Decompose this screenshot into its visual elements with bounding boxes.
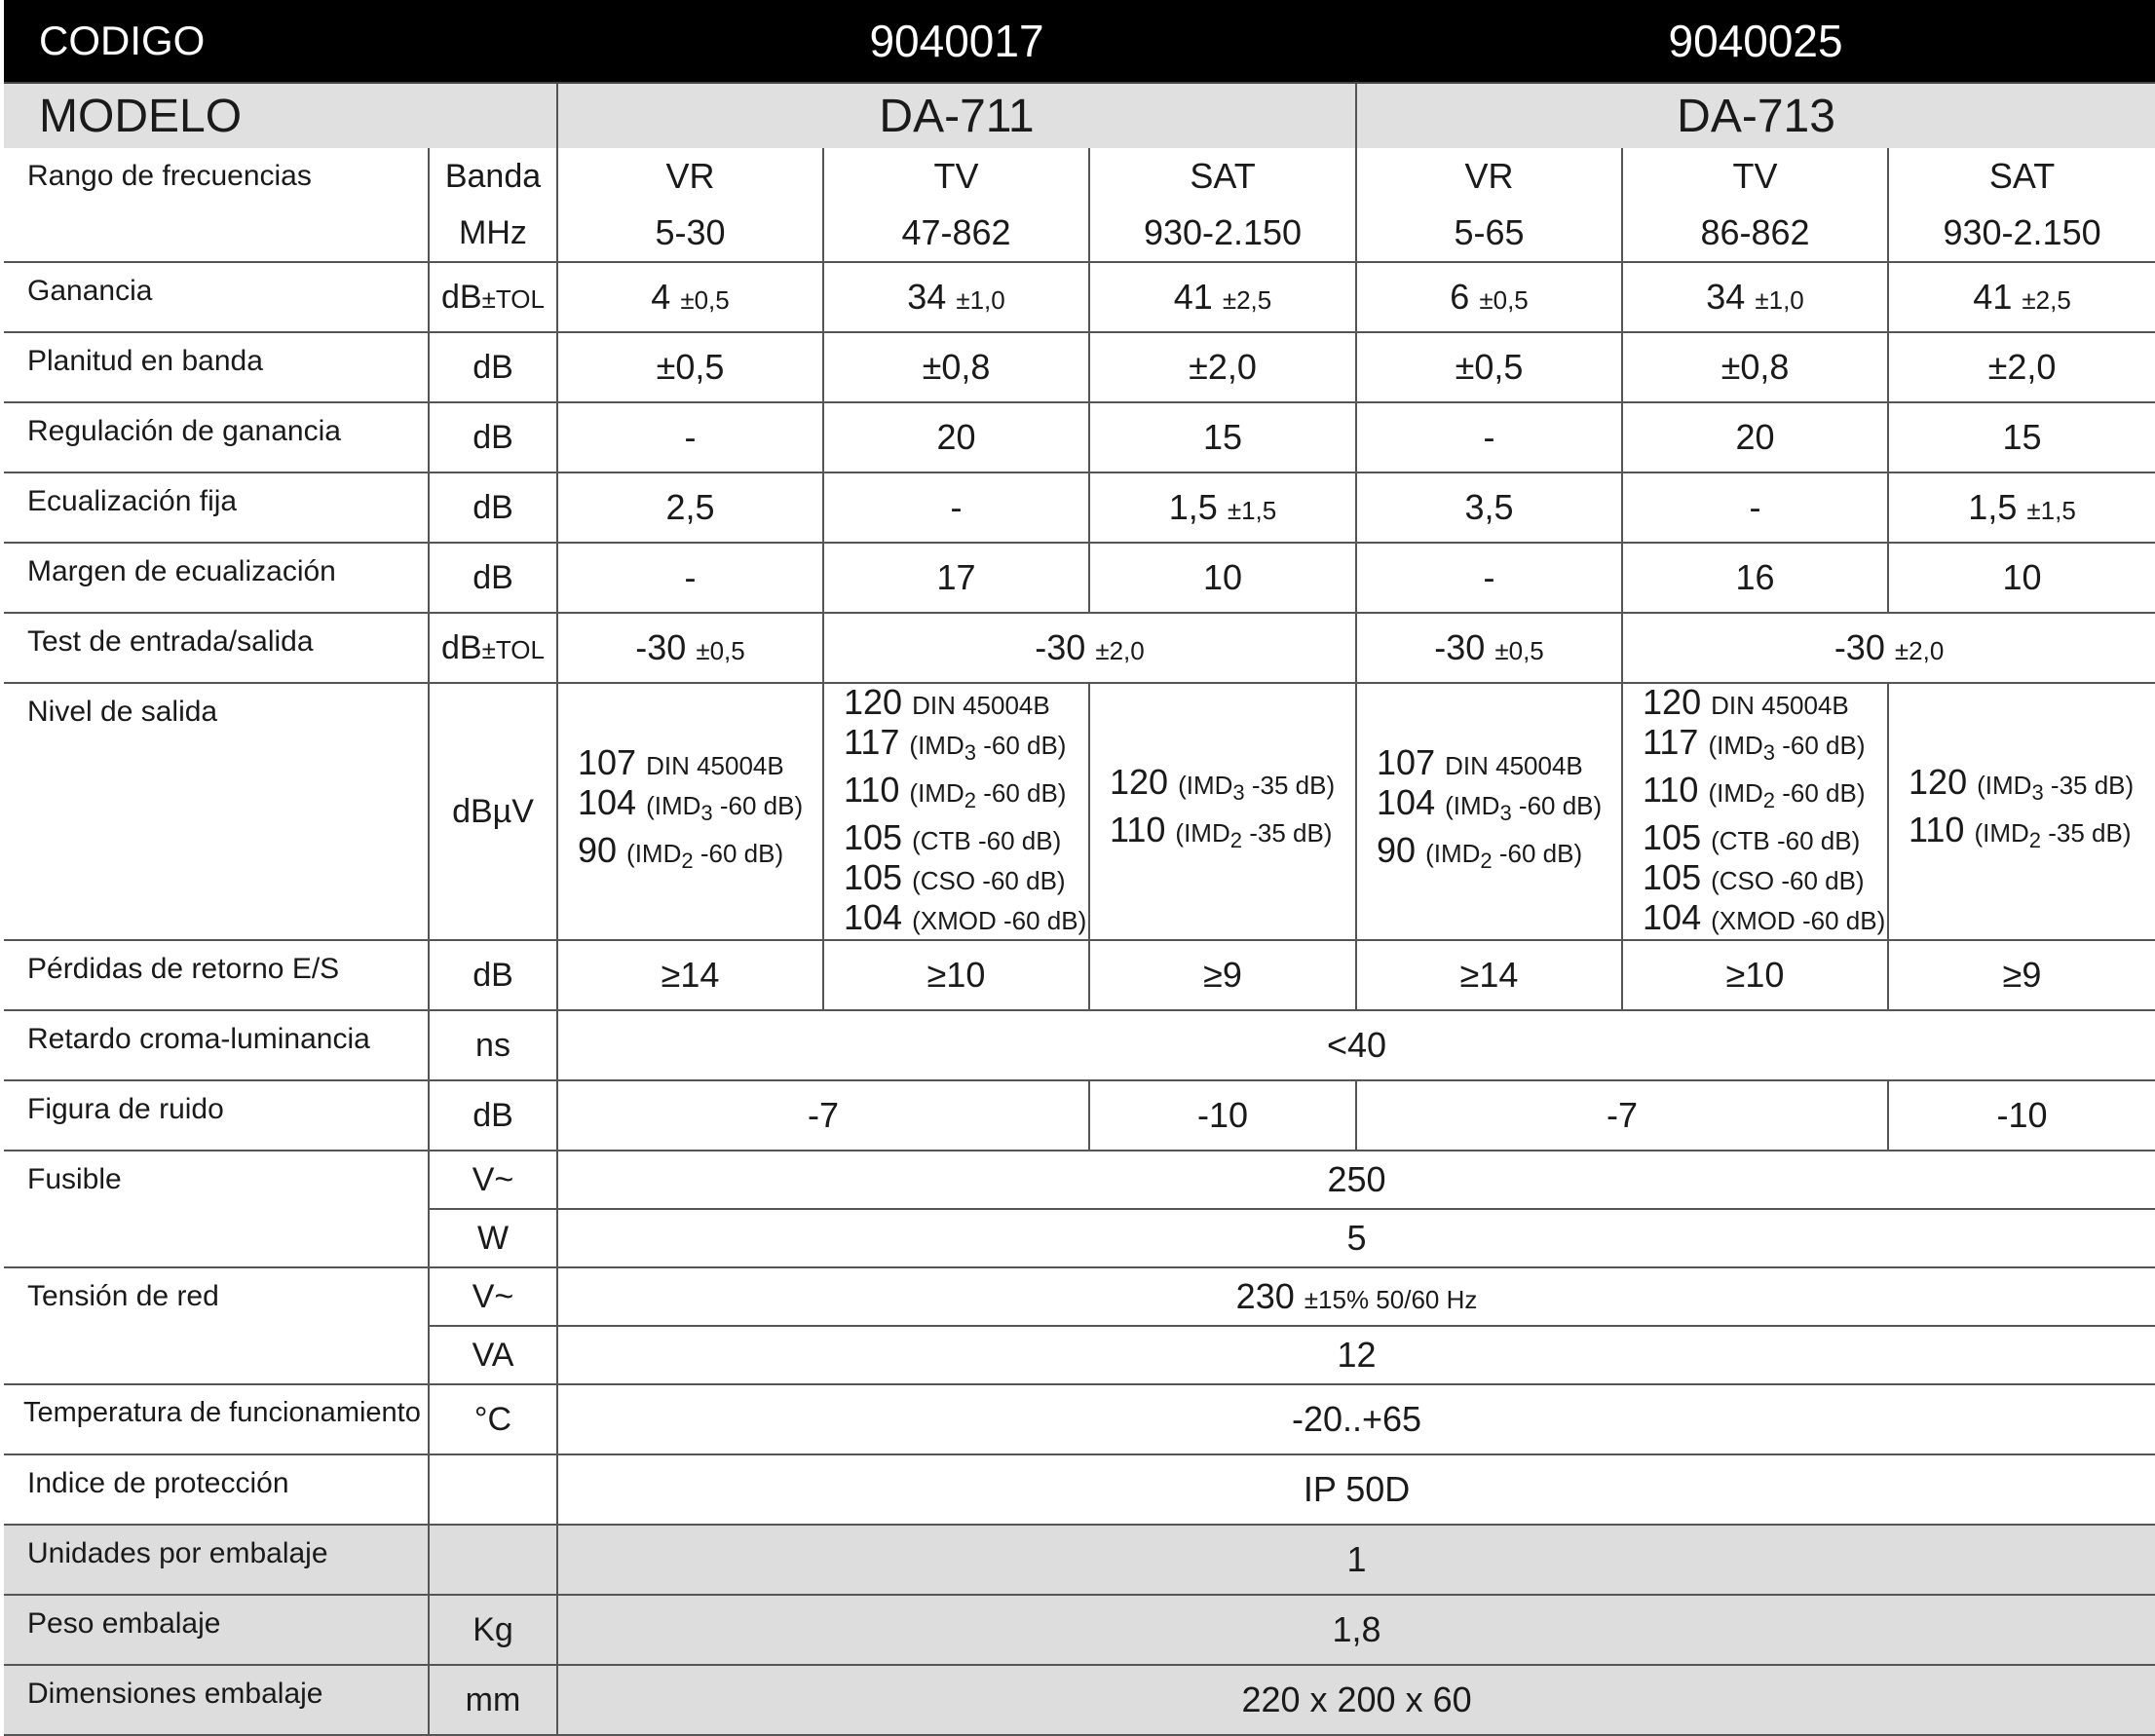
- row-label: Test de entrada/salida: [4, 613, 429, 683]
- level-condition: ($IMD_2$ -60 dB): [1708, 778, 1866, 813]
- tol-text: ±0,5: [696, 636, 745, 665]
- level-value: 120: [1110, 762, 1179, 802]
- level-condition: ($IMD_2$ -60 dB): [909, 778, 1067, 813]
- value-text: 6: [1450, 277, 1470, 317]
- tol-text: ±2,5: [2022, 285, 2071, 315]
- model-da713: DA-713: [1356, 83, 2155, 148]
- level-condition: DIN 45004B: [646, 750, 784, 780]
- value-text: 34: [1706, 277, 1746, 317]
- value-cell: ±2,0: [1089, 332, 1356, 402]
- level-condition: ($IMD_3$ -60 dB): [909, 731, 1067, 766]
- level-value: 117: [1643, 722, 1709, 762]
- value-cell: -10: [1089, 1080, 1356, 1151]
- value-cell: 930-2.150: [1089, 205, 1356, 262]
- level-value: 120: [1909, 762, 1978, 802]
- row-perdidas: [4, 940, 2155, 1010]
- value-cell: [557, 613, 823, 683]
- value-cell: [1888, 262, 2155, 332]
- tol-text: ±1,5: [2026, 496, 2076, 525]
- value-cell: [1622, 472, 1888, 543]
- level-condition: ($IMD_2$ -60 dB): [626, 838, 784, 873]
- level-subscript: 2: [1229, 828, 1242, 853]
- code-label: CODIGO: [4, 0, 557, 83]
- row-nivel: [4, 683, 2155, 940]
- model-label: MODELO: [4, 83, 557, 148]
- level-condition: ($IMD_3$ -35 dB): [1977, 771, 2135, 806]
- value-cell: [1356, 472, 1622, 543]
- level-line: [1643, 859, 1887, 899]
- level-line: [1643, 772, 1887, 819]
- value-text: 230: [1235, 1276, 1295, 1317]
- unit-cell: [429, 262, 557, 332]
- value-cell: [1888, 472, 2155, 543]
- level-value: 110: [1110, 810, 1176, 850]
- level-cell-sat: [1089, 683, 1356, 940]
- level-subscript: 2: [1762, 788, 1776, 813]
- tol-text: ±0,5: [1479, 285, 1529, 315]
- model-row: [4, 83, 2155, 148]
- unit-tol: ±TOL: [481, 634, 545, 664]
- value-cell: ±2,0: [1888, 332, 2155, 402]
- value-cell: 220 x 200 x 60: [557, 1665, 2155, 1735]
- level-condition: DIN 45004B: [1711, 691, 1849, 720]
- level-condition: DIN 45004B: [912, 691, 1050, 720]
- tol-text: ±1,5: [1227, 496, 1277, 525]
- level-cell-vr: [557, 683, 823, 940]
- value-cell: ≥9: [1888, 940, 2155, 1010]
- unit-tol: ±TOL: [481, 283, 545, 314]
- row-label: Peso embalaje: [4, 1595, 429, 1665]
- tol-text: ±0,5: [680, 285, 730, 315]
- level-value: 104: [844, 897, 913, 938]
- value-text: 3,5: [1464, 487, 1514, 527]
- code-row: [4, 0, 2155, 83]
- unit-cell: dB: [429, 472, 557, 543]
- tol-text: ±2,5: [1222, 285, 1272, 315]
- level-condition: ($IMD_3$ -60 dB): [1445, 790, 1603, 825]
- unit-cell: W: [429, 1209, 557, 1267]
- unit-cell: ns: [429, 1010, 557, 1080]
- value-text: 41: [1173, 277, 1213, 317]
- row-ganancia: [4, 262, 2155, 332]
- row-label: Ganancia: [4, 262, 429, 332]
- unit-cell: dB: [429, 1080, 557, 1151]
- value-cell: -: [557, 402, 823, 472]
- value-cell: [1089, 472, 1356, 543]
- level-subscript: 3: [700, 800, 713, 825]
- value-cell: ≥9: [1089, 940, 1356, 1010]
- unit-cell: MHz: [429, 205, 557, 262]
- unit-cell: dB: [429, 543, 557, 613]
- value-cell: [1089, 262, 1356, 332]
- level-line: [1909, 811, 2155, 859]
- level-value: 117: [844, 722, 910, 762]
- level-value: 110: [1643, 770, 1709, 811]
- value-cell: 1,8: [557, 1595, 2155, 1665]
- unit-cell: dBµV: [429, 683, 557, 940]
- value-cell: [823, 472, 1089, 543]
- value-text: -30: [1434, 627, 1486, 667]
- level-subscript: 2: [681, 848, 694, 873]
- row-regulacion: [4, 402, 2155, 472]
- unit-cell: Banda: [429, 148, 557, 205]
- value-cell: 47-862: [823, 205, 1089, 262]
- row-label: Rango de frecuencias: [4, 148, 429, 262]
- value-cell: ±0,8: [823, 332, 1089, 402]
- level-value: 110: [844, 770, 910, 811]
- value-text: 1,5: [1968, 487, 2018, 527]
- level-condition: ($IMD_2$ -35 dB): [1974, 818, 2132, 853]
- level-line: [1643, 724, 1887, 772]
- band-cell: SAT: [1888, 148, 2155, 205]
- value-text: -30: [1834, 627, 1885, 667]
- tol-text: ±1,0: [1755, 285, 1804, 315]
- level-value: 90: [1377, 829, 1426, 870]
- level-condition: ($IMD_3$ -60 dB): [646, 790, 804, 825]
- value-text: 1,5: [1168, 487, 1218, 527]
- level-line: [1643, 684, 1887, 724]
- value-cell: ±0,5: [1356, 332, 1622, 402]
- unit-cell: V~: [429, 1151, 557, 1209]
- row-label: Temperatura de funcionamiento: [4, 1384, 429, 1454]
- value-text: 2,5: [665, 487, 715, 527]
- level-line: [578, 781, 822, 832]
- level-subscript: 3: [1762, 740, 1776, 766]
- tol-text: ±1,0: [956, 285, 1005, 315]
- row-label: Indice de protección: [4, 1454, 429, 1525]
- unit-cell: mm: [429, 1665, 557, 1735]
- unit-cell: dB: [429, 940, 557, 1010]
- level-line: [844, 684, 1088, 724]
- level-line: [1377, 741, 1621, 784]
- unit-text: dB: [441, 278, 482, 316]
- row-rango-band: [4, 148, 2155, 205]
- value-cell: ≥10: [1622, 940, 1888, 1010]
- value-cell: 5-30: [557, 205, 823, 262]
- row-label: Dimensiones embalaje: [4, 1665, 429, 1735]
- value-cell: [823, 613, 1356, 683]
- row-label: Planitud en banda: [4, 332, 429, 402]
- level-line: [1110, 764, 1355, 811]
- value-cell: -: [557, 543, 823, 613]
- level-subscript: 2: [2028, 828, 2042, 853]
- level-line: [844, 724, 1088, 772]
- level-value: 105: [844, 817, 913, 858]
- band-cell: TV: [823, 148, 1089, 205]
- level-value: 90: [578, 829, 627, 870]
- value-cell: 930-2.150: [1888, 205, 2155, 262]
- value-cell: 86-862: [1622, 205, 1888, 262]
- level-value: 104: [1643, 897, 1712, 938]
- value-cell: [1356, 262, 1622, 332]
- code-9040017: 9040017: [557, 0, 1356, 83]
- value-cell: -: [1356, 402, 1622, 472]
- band-cell: SAT: [1089, 148, 1356, 205]
- level-line: [578, 741, 822, 784]
- value-cell: 12: [557, 1326, 2155, 1384]
- value-cell: -20..+65: [557, 1384, 2155, 1454]
- level-condition: ($IMD_3$ -60 dB): [1708, 731, 1866, 766]
- value-cell: [1622, 262, 1888, 332]
- band-cell: TV: [1622, 148, 1888, 205]
- level-value: 104: [1377, 781, 1446, 822]
- row-tension-v: [4, 1267, 2155, 1326]
- row-label: Regulación de ganancia: [4, 402, 429, 472]
- level-subscript: 3: [1232, 780, 1245, 806]
- row-label: Unidades por embalaje: [4, 1525, 429, 1595]
- level-subscript: 3: [1499, 800, 1512, 825]
- level-line: [1909, 764, 2155, 811]
- band-cell: VR: [1356, 148, 1622, 205]
- level-value: 120: [1643, 683, 1712, 722]
- level-line: [844, 859, 1088, 899]
- band-cell: VR: [557, 148, 823, 205]
- row-unidades: [4, 1525, 2155, 1595]
- value-cell: 10: [1089, 543, 1356, 613]
- level-line: [1643, 899, 1887, 939]
- level-value: 105: [1643, 857, 1712, 898]
- tol-text: ±2,0: [1095, 636, 1145, 665]
- level-condition: DIN 45004B: [1445, 750, 1583, 780]
- value-cell: [1356, 613, 1622, 683]
- level-condition: (CTB -60 dB): [912, 826, 1062, 856]
- tol-text: ±2,0: [1894, 636, 1945, 665]
- value-cell: -10: [1888, 1080, 2155, 1151]
- value-cell: 5-65: [1356, 205, 1622, 262]
- value-cell: [557, 1267, 2155, 1326]
- row-peso: [4, 1595, 2155, 1665]
- level-line: [1377, 829, 1621, 880]
- level-subscript: 2: [1480, 848, 1493, 873]
- value-cell: ±0,5: [557, 332, 823, 402]
- spec-sheet: [4, 0, 2155, 1736]
- value-cell: 15: [1888, 402, 2155, 472]
- level-value: 107: [1377, 741, 1446, 782]
- unit-cell: VA: [429, 1326, 557, 1384]
- value-cell: -: [1356, 543, 1622, 613]
- value-text: -30: [635, 627, 687, 667]
- row-label: Figura de ruido: [4, 1080, 429, 1151]
- value-cell: [557, 472, 823, 543]
- value-text: 4: [651, 277, 671, 317]
- value-cell: 20: [1622, 402, 1888, 472]
- row-label: Fusible: [4, 1151, 429, 1267]
- value-cell: 20: [823, 402, 1089, 472]
- level-subscript: 2: [964, 788, 976, 813]
- level-condition: ($IMD_3$ -35 dB): [1178, 771, 1336, 806]
- value-cell: 17: [823, 543, 1089, 613]
- level-condition: (XMOD -60 dB): [912, 906, 1087, 936]
- level-condition: ($IMD_2$ -35 dB): [1175, 818, 1333, 853]
- unit-cell: V~: [429, 1267, 557, 1326]
- level-value: 120: [844, 683, 913, 722]
- value-cell: ±0,8: [1622, 332, 1888, 402]
- value-text: 34: [907, 277, 947, 317]
- level-cell-tv: [1622, 683, 1888, 940]
- level-value: 104: [578, 781, 647, 822]
- level-condition: ($IMD_2$ -60 dB): [1425, 838, 1583, 873]
- level-line: [844, 819, 1088, 859]
- value-cell: ≥14: [557, 940, 823, 1010]
- value-text: -: [950, 487, 963, 527]
- level-cell-tv: [823, 683, 1089, 940]
- level-line: [578, 829, 822, 880]
- value-cell: [1622, 613, 2155, 683]
- value-cell: -7: [557, 1080, 1089, 1151]
- value-cell: 1: [557, 1525, 2155, 1595]
- value-cell: [557, 262, 823, 332]
- unit-cell: dB: [429, 402, 557, 472]
- row-test: [4, 613, 2155, 683]
- unit-cell: °C: [429, 1384, 557, 1454]
- value-cell: [823, 262, 1089, 332]
- value-text: -30: [1035, 627, 1086, 667]
- level-subscript: 3: [964, 740, 976, 766]
- row-label: Retardo croma-luminancia: [4, 1010, 429, 1080]
- value-cell: ≥14: [1356, 940, 1622, 1010]
- level-condition: (XMOD -60 dB): [1711, 906, 1886, 936]
- value-cell: -7: [1356, 1080, 1888, 1151]
- level-subscript: 3: [2031, 780, 2044, 806]
- level-line: [844, 899, 1088, 939]
- value-cell: 5: [557, 1209, 2155, 1267]
- value-text: 41: [1973, 277, 2013, 317]
- level-line: [844, 772, 1088, 819]
- level-condition: (CSO -60 dB): [1711, 866, 1865, 896]
- row-temperatura: [4, 1384, 2155, 1454]
- level-value: 105: [1643, 817, 1712, 858]
- spec-table: [4, 0, 2155, 1736]
- level-line: [1377, 781, 1621, 832]
- unit-cell: [429, 613, 557, 683]
- level-value: 105: [844, 857, 913, 898]
- value-text: -: [1749, 487, 1761, 527]
- level-cell-vr: [1356, 683, 1622, 940]
- unit-cell: [429, 1525, 557, 1595]
- value-cell: IP 50D: [557, 1454, 2155, 1525]
- row-label: Tensión de red: [4, 1267, 429, 1384]
- level-cell-sat: [1888, 683, 2155, 940]
- row-dimensiones: [4, 1665, 2155, 1735]
- row-retardo: [4, 1010, 2155, 1080]
- tol-text: ±0,5: [1494, 636, 1544, 665]
- row-ruido: [4, 1080, 2155, 1151]
- row-label: Margen de ecualización: [4, 543, 429, 613]
- model-da711: DA-711: [557, 83, 1356, 148]
- row-proteccion: [4, 1454, 2155, 1525]
- row-label: Ecualización fija: [4, 472, 429, 543]
- row-fusible-v: [4, 1151, 2155, 1209]
- value-cell: 250: [557, 1151, 2155, 1209]
- level-value: 110: [1909, 810, 1975, 850]
- tol-text: ±15% 50/60 Hz: [1304, 1285, 1478, 1315]
- level-value: 107: [578, 741, 647, 782]
- row-label: Pérdidas de retorno E/S: [4, 940, 429, 1010]
- level-line: [1110, 811, 1355, 859]
- code-9040025: 9040025: [1356, 0, 2155, 83]
- value-cell: 16: [1622, 543, 1888, 613]
- unit-cell: dB: [429, 332, 557, 402]
- value-cell: 15: [1089, 402, 1356, 472]
- unit-cell: Kg: [429, 1595, 557, 1665]
- row-ecualizacion: [4, 472, 2155, 543]
- level-condition: (CTB -60 dB): [1711, 826, 1861, 856]
- value-cell: 10: [1888, 543, 2155, 613]
- value-cell: <40: [557, 1010, 2155, 1080]
- row-label: Nivel de salida: [4, 683, 429, 940]
- unit-text: dB: [441, 628, 482, 666]
- row-planitud: [4, 332, 2155, 402]
- value-cell: ≥10: [823, 940, 1089, 1010]
- level-condition: (CSO -60 dB): [912, 866, 1066, 896]
- row-margen: [4, 543, 2155, 613]
- level-line: [1643, 819, 1887, 859]
- unit-cell: [429, 1454, 557, 1525]
